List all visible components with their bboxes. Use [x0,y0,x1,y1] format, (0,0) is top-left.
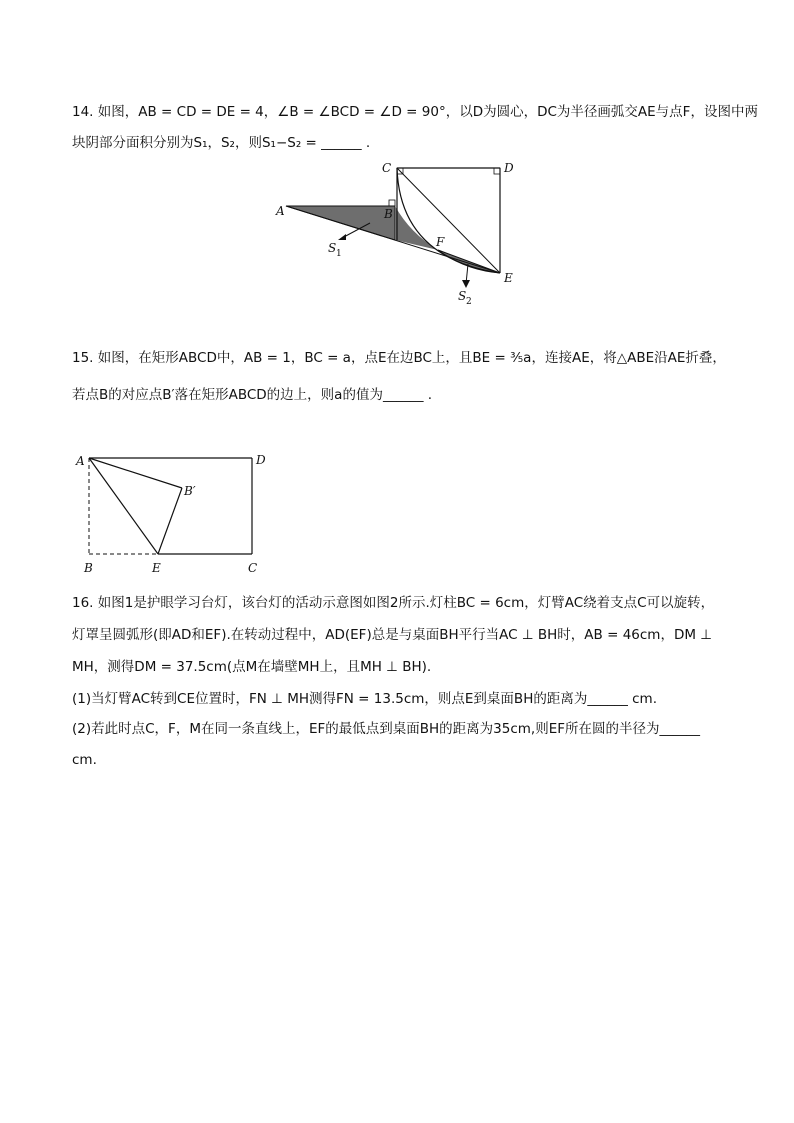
label-a: A [76,454,85,468]
label-b-prime: B′ [184,484,196,498]
label-d: D [504,161,514,175]
label-a: A [276,204,285,218]
shaded-region-s2 [395,206,438,250]
q15-line2: 若点B的对应点B′落在矩形ABCD的边上，则a的值为______ . [72,387,433,403]
q14-figure [270,158,530,308]
label-s1-sub: 1 [336,249,342,259]
label-s1: S [328,241,337,255]
q14-line2: 块阴部分面积分别为S₁，S₂，则S₁−S₂ = ______ . [72,135,371,151]
label-b: B [384,207,393,221]
q16-line3: MH，测得DM = 37.5cm(点M在墙壁MH上，且MH ⊥ BH). [72,659,432,675]
label-s2-sub: 2 [466,297,472,307]
shaded-region-s2b [438,250,500,273]
label-c: C [382,161,392,175]
label-s2: S [458,289,467,303]
q15-line1: 15. 如图，在矩形ABCD中，AB = 1，BC = a，点E在边BC上，且BE = ³⁄₅a，连接AE，将△ABE沿AE折叠， [72,350,726,366]
q16-part2: (2)若此时点C，F，M在同一条直线上，EF的最低点到桌面BH的距离为35cm,则EF所在圆的半径为______ [72,721,701,737]
q14-line1: 14. 如图，AB = CD = DE = 4，∠B = ∠BCD = ∠D = 90°，以D为圆心，DC为半径画弧交AE与点F，设图中两 [72,104,758,120]
q15-figure [70,448,280,578]
label-b: B [84,561,93,575]
label-c: C [248,561,258,575]
q16-line1: 16. 如图1是护眼学习台灯，该台灯的活动示意图如图2所示.灯柱BC = 6cm，灯臂AC绕着支点C可以旋转， [72,595,715,611]
label-e: E [152,561,161,575]
label-f: F [436,235,445,249]
label-d: D [256,453,266,467]
q16-part2-tail: cm. [72,752,97,768]
label-e: E [504,271,513,285]
q16-line2: 灯罩呈圆弧形(即AD和EF).在转动过程中，AD(EF)总是与桌面BH平行当AC ⊥ BH时，AB = 46cm，DM ⊥ [72,627,713,643]
q16-part1: (1)当灯臂AC转到CE位置时，FN ⊥ MH测得FN = 13.5cm，则点E到桌面BH的距离为______ cm. [72,691,657,707]
